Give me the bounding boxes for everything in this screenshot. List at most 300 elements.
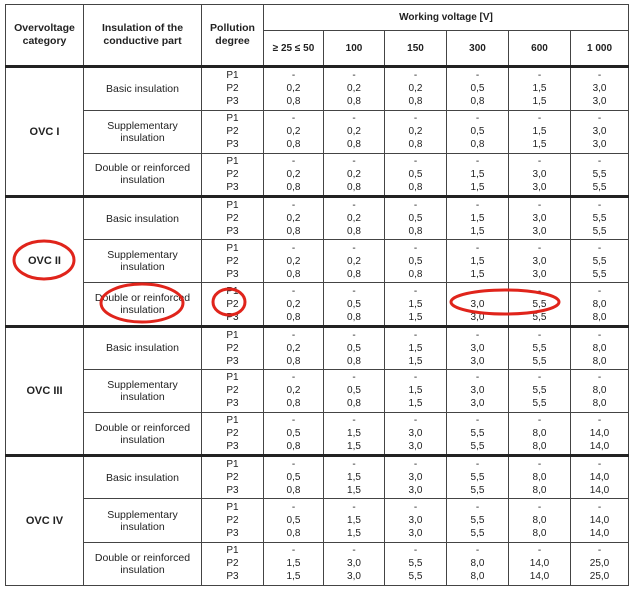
- clearance-value: 1,5: [532, 139, 547, 151]
- header-working-voltage: Working voltage [V]: [264, 5, 629, 31]
- clearance-value: 0,8: [286, 96, 301, 108]
- clearance-value: -: [352, 285, 356, 297]
- clearance-value: -: [537, 459, 542, 471]
- clearance-value-cell: [324, 369, 385, 412]
- pollution-degree-cell: [202, 153, 264, 196]
- voltage-header: 150: [385, 31, 447, 67]
- clearance-value: 3,0: [592, 139, 607, 151]
- clearance-value: 8,0: [532, 528, 547, 540]
- clearance-value: 0,5: [408, 213, 423, 225]
- clearance-value-cell: [447, 326, 509, 369]
- clearance-value: 5,5: [592, 168, 607, 180]
- clearance-value: -: [291, 502, 296, 514]
- clearance-value: 8,0: [592, 398, 607, 410]
- clearance-value: 3,0: [592, 126, 607, 138]
- clearance-value: 5,5: [532, 385, 547, 397]
- clearance-value: 0,8: [286, 226, 301, 238]
- clearance-value-cell: [324, 283, 385, 326]
- clearance-value: -: [597, 372, 602, 384]
- clearance-value: 0,2: [286, 83, 301, 95]
- pollution-degree-cell: [202, 283, 264, 326]
- clearance-value-cell: [509, 240, 571, 283]
- clearance-value: 8,0: [532, 472, 547, 484]
- clearance-value-cell: [447, 196, 509, 239]
- clearance-value: 8,0: [592, 311, 607, 323]
- header-pollution: Pollution degree: [202, 5, 264, 67]
- clearance-value: -: [413, 329, 418, 341]
- pollution-degree: P1: [226, 285, 239, 297]
- table-row: [6, 196, 629, 239]
- clearance-value-cell: [571, 153, 629, 196]
- clearance-value: 8,0: [532, 485, 547, 497]
- clearance-value: 14,0: [529, 571, 550, 583]
- clearance-value: 1,5: [470, 255, 485, 267]
- clearance-value: -: [413, 545, 418, 557]
- clearance-value: 1,5: [470, 213, 485, 225]
- category-cell: OVC III: [6, 326, 84, 456]
- clearance-value-cell: [571, 67, 629, 110]
- pollution-degree: P2: [226, 213, 239, 225]
- clearance-value: 8,0: [592, 298, 607, 310]
- pollution-degree-cell: [202, 67, 264, 110]
- clearance-value: 3,0: [470, 311, 485, 323]
- clearance-value: -: [413, 285, 418, 297]
- table-row: [6, 110, 629, 153]
- clearance-value: 0,2: [408, 126, 423, 138]
- insulation-cell: Basic insulation: [84, 196, 202, 239]
- clearance-value: 14,0: [589, 441, 610, 453]
- clearance-value: -: [291, 200, 296, 212]
- clearance-value: -: [597, 459, 602, 471]
- clearance-value-cell: [447, 283, 509, 326]
- clearance-value: -: [291, 329, 296, 341]
- pollution-degree-cell: [202, 110, 264, 153]
- clearance-value: 3,0: [470, 342, 485, 354]
- clearance-value: 3,0: [532, 213, 547, 225]
- clearance-value: 1,5: [347, 441, 361, 453]
- clearance-value: 5,5: [532, 342, 547, 354]
- clearance-value: -: [537, 502, 542, 514]
- clearance-value: -: [537, 155, 542, 167]
- pollution-degree-cell: [202, 240, 264, 283]
- clearance-value: -: [475, 415, 480, 427]
- creepage-table: [5, 4, 629, 586]
- clearance-value: 3,0: [408, 472, 423, 484]
- clearance-value-cell: [264, 196, 324, 239]
- clearance-value-cell: [447, 153, 509, 196]
- clearance-value-cell: [447, 499, 509, 542]
- header-category: Overvoltage category: [6, 5, 84, 67]
- clearance-value-cell: [385, 499, 447, 542]
- table-row: [6, 413, 629, 456]
- clearance-value-cell: [385, 153, 447, 196]
- clearance-value: 5,5: [470, 472, 485, 484]
- pollution-degree: P1: [226, 502, 239, 514]
- clearance-value-cell: [324, 413, 385, 456]
- clearance-value: -: [352, 155, 356, 167]
- clearance-value: -: [352, 502, 356, 514]
- clearance-value: 0,8: [286, 268, 301, 280]
- clearance-value-cell: [324, 196, 385, 239]
- clearance-value-cell: [571, 499, 629, 542]
- clearance-value: 5,5: [470, 515, 485, 527]
- pollution-degree: P2: [226, 472, 239, 484]
- clearance-value: 1,5: [347, 485, 361, 497]
- clearance-value: 1,5: [532, 83, 547, 95]
- clearance-value-cell: [509, 110, 571, 153]
- clearance-value: -: [291, 113, 296, 125]
- table-row: [6, 67, 629, 110]
- clearance-value: 1,5: [347, 428, 361, 440]
- clearance-value: 0,2: [347, 83, 361, 95]
- clearance-value: -: [352, 329, 356, 341]
- table-row: [6, 283, 629, 326]
- clearance-value: -: [475, 285, 480, 297]
- clearance-value: -: [597, 545, 602, 557]
- clearance-value: -: [413, 372, 418, 384]
- pollution-degree: P2: [226, 255, 239, 267]
- clearance-value: 3,0: [532, 255, 547, 267]
- clearance-value: 0,8: [286, 485, 301, 497]
- clearance-value: 0,8: [286, 139, 301, 151]
- clearance-value: 0,8: [408, 96, 423, 108]
- clearance-value-cell: [385, 196, 447, 239]
- pollution-degree-cell: [202, 542, 264, 585]
- clearance-value-cell: [509, 67, 571, 110]
- pollution-degree-cell: [202, 456, 264, 499]
- clearance-value-cell: [324, 153, 385, 196]
- clearance-value: 0,8: [470, 96, 485, 108]
- clearance-value: 8,0: [532, 515, 547, 527]
- clearance-value: -: [537, 285, 542, 297]
- clearance-value-cell: [264, 413, 324, 456]
- clearance-value: 0,8: [347, 398, 361, 410]
- clearance-value: 3,0: [592, 83, 607, 95]
- clearance-value-cell: [571, 369, 629, 412]
- clearance-value: 14,0: [529, 558, 550, 570]
- clearance-value-cell: [509, 326, 571, 369]
- clearance-value: 1,5: [408, 398, 423, 410]
- clearance-value: 14,0: [589, 428, 610, 440]
- clearance-value: 0,2: [286, 126, 301, 138]
- clearance-value: 1,5: [408, 385, 423, 397]
- clearance-value: -: [537, 200, 542, 212]
- pollution-degree: P1: [226, 70, 239, 82]
- clearance-value: 0,8: [408, 226, 423, 238]
- clearance-value: 0,5: [470, 126, 485, 138]
- clearance-value: 3,0: [408, 428, 423, 440]
- clearance-value-cell: [264, 110, 324, 153]
- clearance-value: 0,2: [347, 213, 361, 225]
- clearance-value: 0,8: [347, 311, 361, 323]
- clearance-value: 5,5: [470, 528, 485, 540]
- clearance-value: 0,8: [408, 139, 423, 151]
- voltage-header: 1 000: [571, 31, 629, 67]
- clearance-value: -: [291, 372, 296, 384]
- pollution-degree-cell: [202, 413, 264, 456]
- clearance-value: -: [597, 415, 602, 427]
- clearance-value: 25,0: [589, 558, 610, 570]
- clearance-value: 1,5: [532, 126, 547, 138]
- insulation-cell: Basic insulation: [84, 456, 202, 499]
- clearance-value-cell: [264, 283, 324, 326]
- clearance-value-cell: [571, 326, 629, 369]
- insulation-cell: Double or reinforced insulation: [84, 542, 202, 585]
- pollution-degree: P2: [226, 168, 239, 180]
- clearance-value: -: [475, 200, 480, 212]
- pollution-degree: P1: [226, 372, 239, 384]
- clearance-value: 3,0: [408, 515, 423, 527]
- clearance-value-cell: [447, 456, 509, 499]
- pollution-degree: P1: [226, 200, 239, 212]
- clearance-value: 8,0: [470, 571, 485, 583]
- clearance-value: -: [413, 155, 418, 167]
- clearance-value: -: [597, 155, 602, 167]
- clearance-value: 1,5: [532, 96, 547, 108]
- clearance-value: -: [597, 329, 602, 341]
- clearance-value: 0,2: [347, 168, 361, 180]
- clearance-value: 0,2: [286, 213, 301, 225]
- clearance-value-cell: [264, 542, 324, 585]
- clearance-value-cell: [447, 413, 509, 456]
- clearance-value-cell: [385, 326, 447, 369]
- clearance-value: -: [291, 285, 296, 297]
- clearance-value: -: [597, 242, 602, 254]
- clearance-value: 14,0: [589, 472, 610, 484]
- clearance-value: -: [537, 113, 542, 125]
- clearance-value: 5,5: [408, 571, 423, 583]
- clearance-value: 0,5: [408, 255, 423, 267]
- clearance-value: 14,0: [589, 485, 610, 497]
- clearance-value: 0,5: [347, 342, 361, 354]
- clearance-value: 5,5: [470, 485, 485, 497]
- clearance-value: 0,2: [286, 342, 301, 354]
- clearance-value: -: [537, 242, 542, 254]
- clearance-value: -: [597, 200, 602, 212]
- clearance-value: 8,0: [592, 385, 607, 397]
- clearance-value: -: [537, 415, 542, 427]
- clearance-value: 0,8: [408, 268, 423, 280]
- clearance-value: 8,0: [532, 441, 547, 453]
- clearance-value: -: [291, 242, 296, 254]
- pollution-degree-cell: [202, 369, 264, 412]
- pollution-degree: P3: [226, 528, 239, 540]
- clearance-value-cell: [264, 369, 324, 412]
- pollution-degree: P1: [226, 113, 239, 125]
- clearance-value: 8,0: [592, 342, 607, 354]
- clearance-value-cell: [447, 67, 509, 110]
- clearance-value: 3,0: [470, 298, 485, 310]
- clearance-value: 0,8: [286, 528, 301, 540]
- voltage-header: ≥ 25 ≤ 50: [264, 31, 324, 67]
- clearance-value: -: [291, 70, 296, 82]
- clearance-value-cell: [447, 110, 509, 153]
- pollution-degree: P2: [226, 83, 239, 95]
- clearance-value-cell: [571, 413, 629, 456]
- clearance-value-cell: [324, 240, 385, 283]
- clearance-value-cell: [385, 369, 447, 412]
- table-row: [6, 240, 629, 283]
- pollution-degree: P2: [226, 558, 239, 570]
- insulation-cell: Supplementary insulation: [84, 369, 202, 412]
- insulation-cell: Supplementary insulation: [84, 240, 202, 283]
- clearance-value: -: [291, 459, 296, 471]
- clearance-value: -: [413, 415, 418, 427]
- insulation-cell: Basic insulation: [84, 67, 202, 110]
- clearance-value: 3,0: [592, 96, 607, 108]
- clearance-value-cell: [264, 67, 324, 110]
- clearance-value: 5,5: [592, 268, 607, 280]
- clearance-value: 0,8: [347, 96, 361, 108]
- clearance-value: -: [413, 459, 418, 471]
- clearance-value: -: [291, 155, 296, 167]
- pollution-degree: P1: [226, 415, 239, 427]
- clearance-value: 0,8: [470, 139, 485, 151]
- header-insulation: Insulation of the conductive part: [84, 5, 202, 67]
- clearance-value: 1,5: [408, 355, 423, 367]
- pollution-degree: P2: [226, 342, 239, 354]
- insulation-cell: Supplementary insulation: [84, 499, 202, 542]
- clearance-value-cell: [324, 499, 385, 542]
- clearance-value-cell: [385, 110, 447, 153]
- clearance-value: 25,0: [589, 571, 610, 583]
- clearance-value: 8,0: [532, 428, 547, 440]
- clearance-value: 1,5: [347, 528, 361, 540]
- clearance-value-cell: [509, 369, 571, 412]
- clearance-value: 0,5: [286, 472, 301, 484]
- clearance-value-cell: [571, 110, 629, 153]
- clearance-value: -: [352, 459, 356, 471]
- clearance-value: -: [291, 415, 296, 427]
- clearance-value: -: [475, 372, 480, 384]
- clearance-value: 5,5: [408, 558, 423, 570]
- clearance-value: -: [597, 502, 602, 514]
- clearance-value: 0,2: [286, 298, 301, 310]
- table-row: [6, 456, 629, 499]
- clearance-value: -: [537, 70, 542, 82]
- clearance-value-cell: [264, 456, 324, 499]
- clearance-value: 0,8: [408, 181, 423, 193]
- clearance-value: 5,5: [532, 298, 547, 310]
- clearance-value-cell: [447, 542, 509, 585]
- clearance-value: -: [352, 242, 356, 254]
- clearance-value: 3,0: [470, 398, 485, 410]
- pollution-degree: P1: [226, 459, 239, 471]
- pollution-degree: P1: [226, 155, 239, 167]
- clearance-value: 1,5: [347, 515, 361, 527]
- clearance-value: 0,5: [347, 298, 361, 310]
- clearance-value: 5,5: [532, 355, 547, 367]
- clearance-value-cell: [385, 67, 447, 110]
- clearance-value: 0,5: [408, 168, 423, 180]
- clearance-value: 5,5: [592, 255, 607, 267]
- clearance-value: 0,8: [286, 181, 301, 193]
- pollution-degree: P3: [226, 96, 239, 108]
- clearance-value-cell: [324, 110, 385, 153]
- clearance-value: -: [475, 70, 480, 82]
- clearance-value: 3,0: [470, 385, 485, 397]
- clearance-value: 3,0: [532, 168, 547, 180]
- clearance-value: -: [537, 372, 542, 384]
- pollution-degree-cell: [202, 326, 264, 369]
- table-row: [6, 542, 629, 585]
- clearance-value: 0,2: [286, 168, 301, 180]
- clearance-value-cell: [509, 456, 571, 499]
- clearance-value: 1,5: [286, 571, 301, 583]
- clearance-value: 0,5: [286, 428, 301, 440]
- clearance-value: 0,8: [286, 398, 301, 410]
- clearance-value: 1,5: [286, 558, 301, 570]
- insulation-cell: Supplementary insulation: [84, 110, 202, 153]
- clearance-value: -: [413, 113, 418, 125]
- clearance-value: -: [291, 545, 296, 557]
- clearance-value: -: [413, 242, 418, 254]
- clearance-value: 0,8: [347, 139, 361, 151]
- voltage-header: 100: [324, 31, 385, 67]
- insulation-cell: Basic insulation: [84, 326, 202, 369]
- clearance-value: 0,8: [347, 355, 361, 367]
- insulation-cell: Double or reinforced insulation: [84, 283, 202, 326]
- clearance-value-cell: [509, 283, 571, 326]
- clearance-value: 1,5: [470, 168, 485, 180]
- pollution-degree: P3: [226, 441, 239, 453]
- clearance-value: 5,5: [470, 441, 485, 453]
- pollution-degree: P2: [226, 126, 239, 138]
- clearance-value: -: [352, 372, 356, 384]
- clearance-value: 1,5: [347, 472, 361, 484]
- clearance-value: -: [413, 502, 418, 514]
- pollution-degree: P2: [226, 385, 239, 397]
- clearance-value: -: [537, 329, 542, 341]
- clearance-value: -: [597, 70, 602, 82]
- category-cell: OVC I: [6, 67, 84, 197]
- table-row: [6, 499, 629, 542]
- clearance-value: 14,0: [589, 515, 610, 527]
- clearance-value: 1,5: [408, 298, 423, 310]
- pollution-degree-cell: [202, 196, 264, 239]
- clearance-value: 0,5: [286, 515, 301, 527]
- voltage-header: 300: [447, 31, 509, 67]
- pollution-degree: P2: [226, 515, 239, 527]
- category-cell: OVC II: [6, 196, 84, 326]
- clearance-value: 5,5: [470, 428, 485, 440]
- clearance-value: 0,8: [347, 181, 361, 193]
- clearance-value: 5,5: [532, 398, 547, 410]
- clearance-value: 1,5: [408, 342, 423, 354]
- clearance-value: -: [352, 415, 356, 427]
- clearance-value-cell: [509, 413, 571, 456]
- clearance-value-cell: [264, 240, 324, 283]
- clearance-value-cell: [447, 240, 509, 283]
- clearance-value: 1,5: [470, 226, 485, 238]
- table-row: [6, 369, 629, 412]
- clearance-value: 5,5: [592, 213, 607, 225]
- clearance-value: -: [475, 155, 480, 167]
- clearance-value: 0,2: [347, 255, 361, 267]
- clearance-value-cell: [509, 196, 571, 239]
- pollution-degree: P3: [226, 181, 239, 193]
- pollution-degree-cell: [202, 499, 264, 542]
- clearance-value-cell: [324, 326, 385, 369]
- category-cell: OVC IV: [6, 456, 84, 586]
- pollution-degree: P1: [226, 242, 239, 254]
- clearance-value-cell: [385, 413, 447, 456]
- pollution-degree: P3: [226, 139, 239, 151]
- clearance-value: -: [475, 502, 480, 514]
- clearance-value: 5,5: [532, 311, 547, 323]
- pollution-degree: P3: [226, 268, 239, 280]
- clearance-value: -: [352, 113, 356, 125]
